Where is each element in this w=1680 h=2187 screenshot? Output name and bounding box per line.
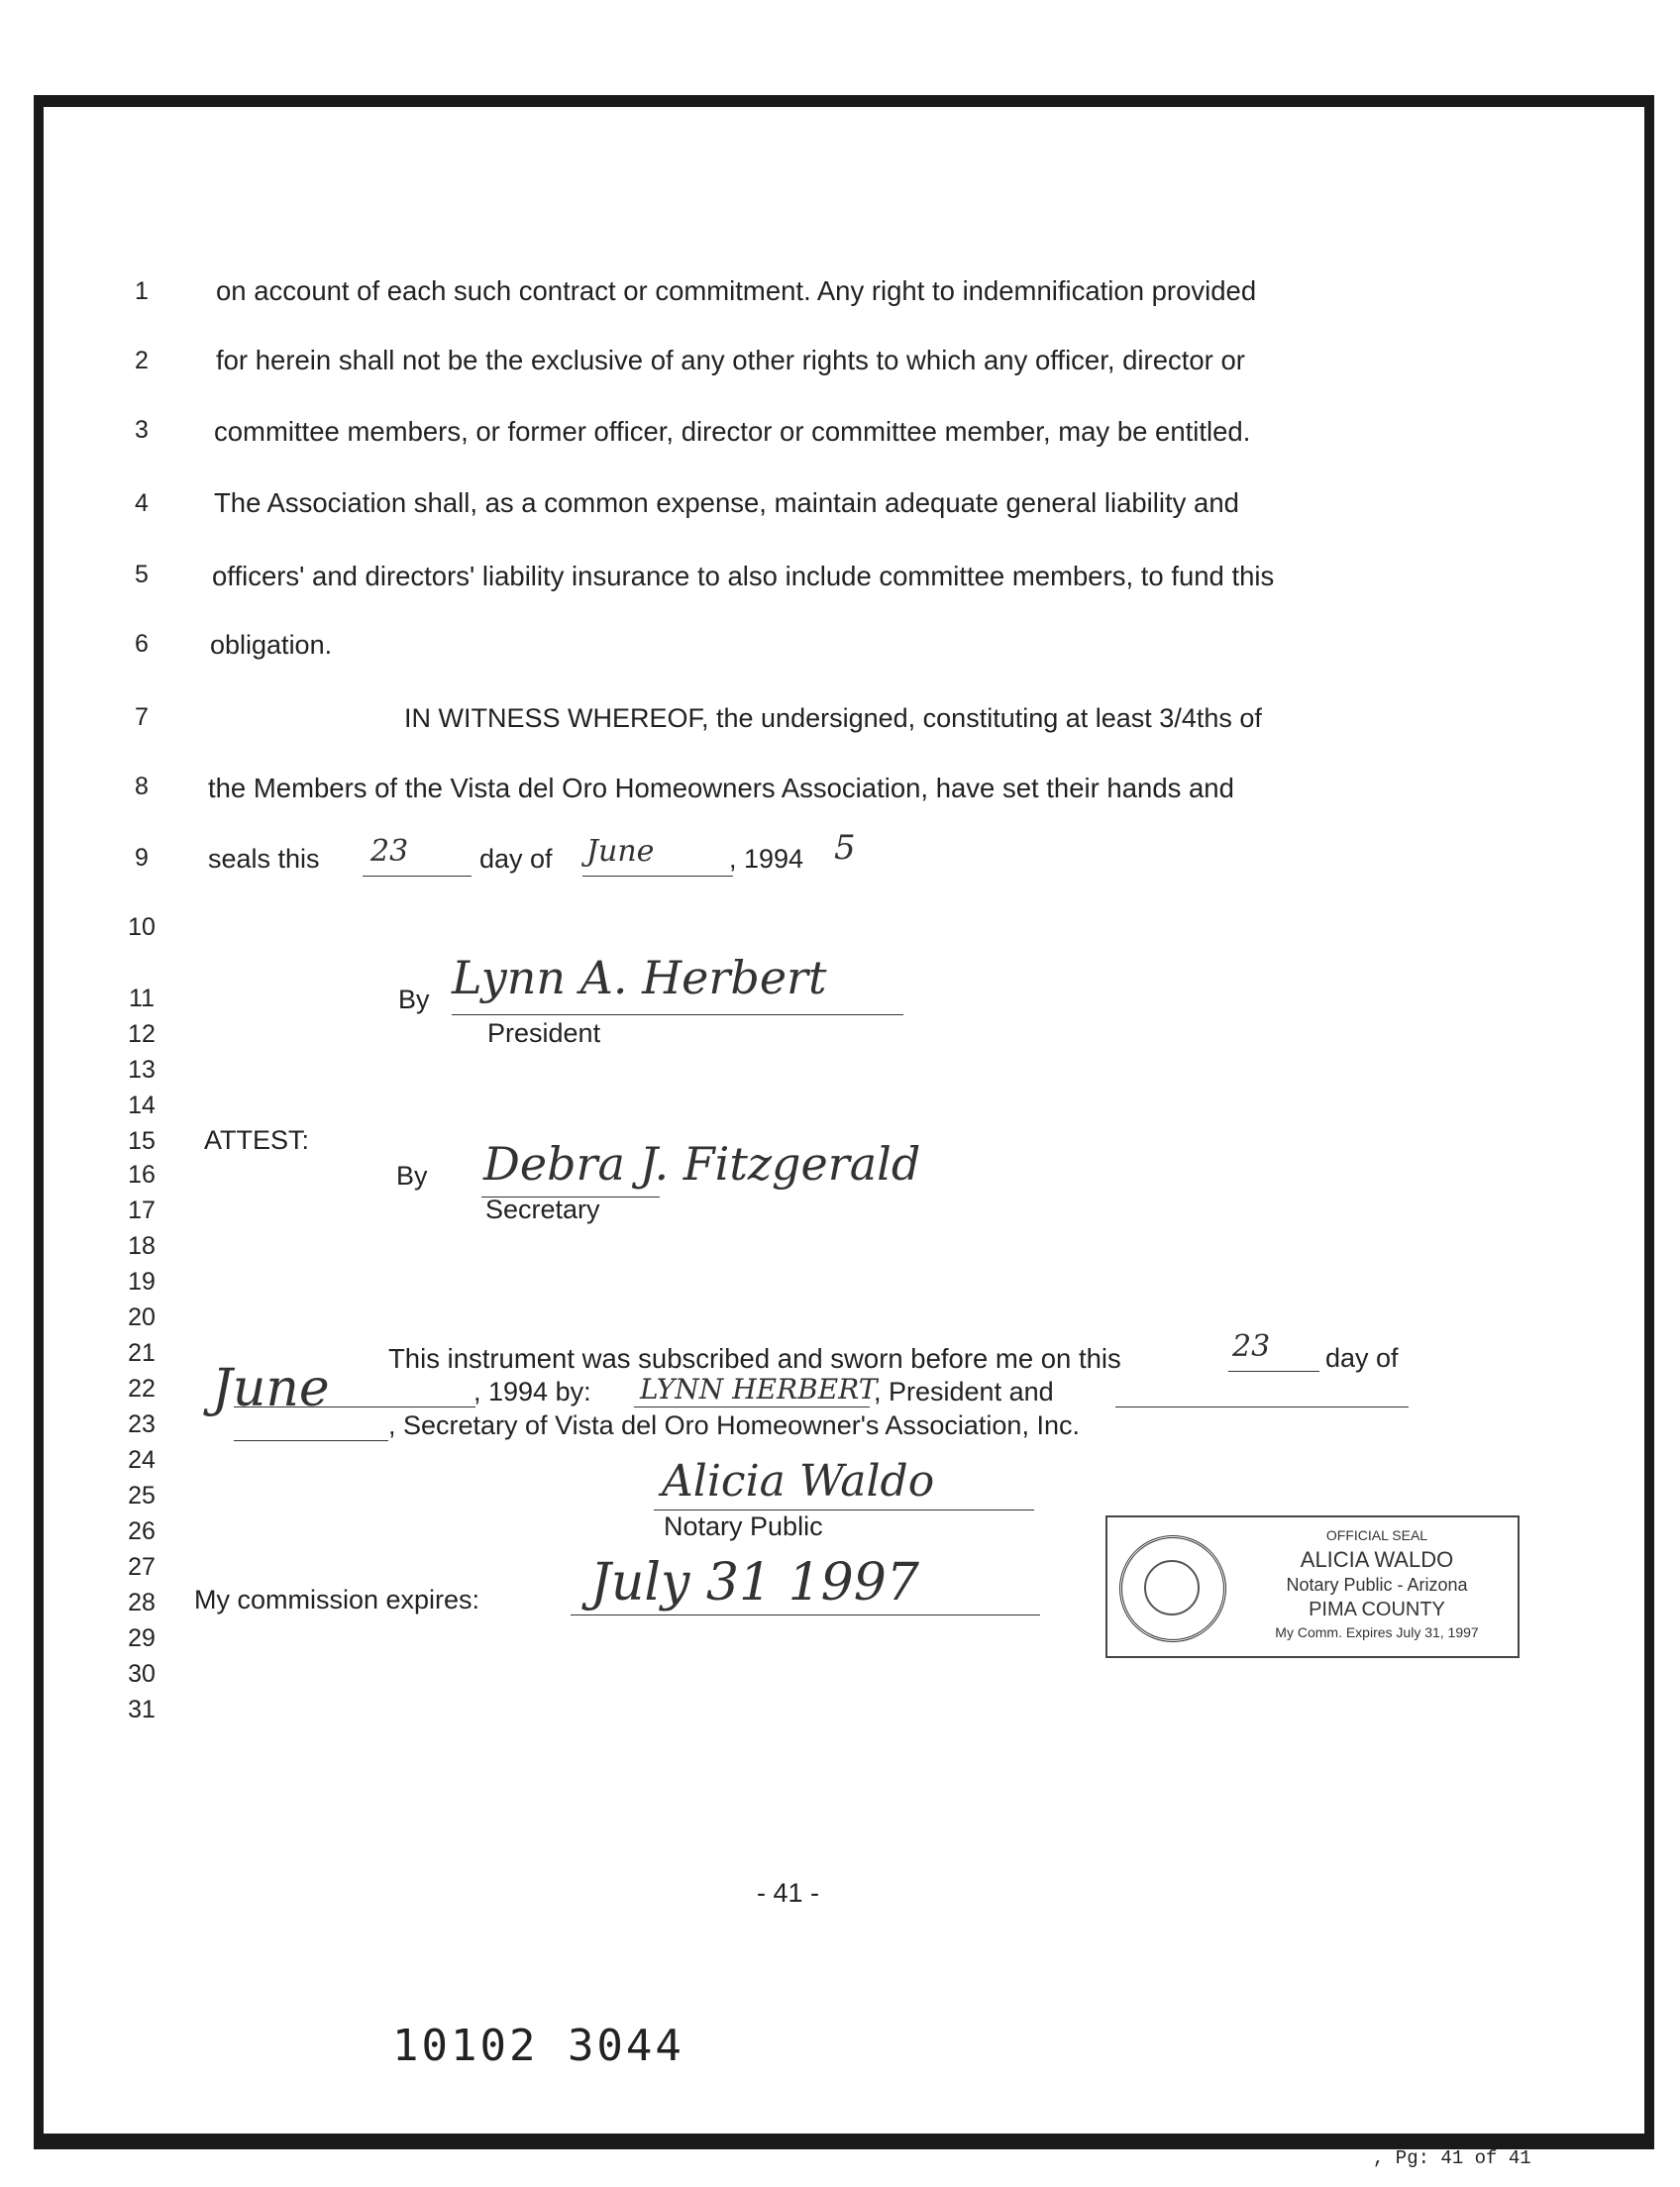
seals-month-line — [582, 876, 733, 877]
body-line-3: committee members, or former officer, director or committee member, may be entitled. — [214, 416, 1251, 447]
line-number: 26 — [128, 1517, 156, 1545]
page-number: - 41 - — [757, 1878, 820, 1908]
notary-signer-name: LYNN HERBERT — [640, 1373, 878, 1406]
commission-expires-line — [571, 1614, 1040, 1615]
record-number: 10102 3044 — [392, 2021, 684, 2071]
line-number: 14 — [128, 1092, 156, 1119]
line-number: 23 — [128, 1410, 156, 1438]
notary-day-handwritten: 23 — [1232, 1329, 1271, 1364]
notary-month-handwritten: June — [212, 1359, 330, 1418]
seals-month-handwritten: June — [586, 834, 655, 869]
notary-month-line — [234, 1406, 475, 1407]
seal-name: ALICIA WALDO — [1300, 1547, 1454, 1572]
line-number: 17 — [128, 1197, 156, 1224]
notary-president-and: , President and — [874, 1377, 1054, 1406]
notary-blank-line — [234, 1440, 388, 1441]
line-number: 15 — [128, 1127, 156, 1155]
seal-notary-line: Notary Public - Arizona — [1286, 1575, 1468, 1595]
seals-day-handwritten: 23 — [370, 834, 409, 869]
notary-day-line — [1228, 1371, 1319, 1372]
line-number: 21 — [128, 1339, 156, 1367]
line-number: 7 — [135, 703, 149, 731]
notary-line-1: This instrument was subscribed and sworn before me on this — [388, 1343, 1121, 1374]
commission-expires-date: July 31 1997 — [590, 1553, 919, 1613]
line-number: 25 — [128, 1482, 156, 1510]
witness-line-1: IN WITNESS WHEREOF, the undersigned, constituting at least 3/4ths of — [404, 703, 1262, 733]
line-number: 12 — [128, 1020, 156, 1048]
footer-page-indicator: , Pg: 41 of 41 — [1373, 2147, 1531, 2169]
line-number: 1 — [135, 277, 149, 305]
seal-title: OFFICIAL SEAL — [1325, 1527, 1428, 1543]
notary-public-signature: Alicia Waldo — [662, 1456, 935, 1507]
notary-secretary-name-line — [1115, 1406, 1409, 1407]
page-border — [34, 95, 1654, 2149]
president-signature-line — [452, 1014, 903, 1015]
line-number: 8 — [135, 773, 149, 800]
line-number: 16 — [128, 1161, 156, 1189]
notary-public-label: Notary Public — [664, 1511, 823, 1541]
seal-county: PIMA COUNTY — [1309, 1599, 1445, 1620]
notary-seal-emblem — [1119, 1535, 1226, 1642]
line-number: 2 — [135, 347, 149, 374]
line-number: 30 — [128, 1660, 156, 1688]
notary-signer-line — [634, 1406, 870, 1407]
official-seal-stamp — [1105, 1515, 1520, 1658]
seals-day-line — [363, 876, 472, 877]
body-line-4: The Association shall, as a common expense, maintain adequate general liability and — [214, 487, 1239, 518]
commission-expires-label: My commission expires: — [194, 1585, 480, 1614]
body-line-1: on account of each such contract or commitment. Any right to indemnification provided — [216, 275, 1257, 306]
line-number: 10 — [128, 913, 156, 941]
line-number: 24 — [128, 1446, 156, 1474]
line-number: 4 — [135, 489, 149, 517]
attest-label: ATTEST: — [204, 1125, 310, 1155]
line-number: 28 — [128, 1589, 156, 1616]
line-number: 22 — [128, 1375, 156, 1403]
line-number: 5 — [135, 561, 149, 588]
line-number: 9 — [135, 844, 149, 872]
line-number: 19 — [128, 1268, 156, 1296]
line-number: 3 — [135, 416, 149, 444]
seals-day-of-label: day of — [479, 844, 553, 874]
notary-line-3: , Secretary of Vista del Oro Homeowner's Association, Inc. — [388, 1410, 1080, 1440]
line-number: 20 — [128, 1303, 156, 1331]
notary-day-of-label: day of — [1325, 1343, 1399, 1373]
secretary-signature: Debra J. Fitzgerald — [483, 1137, 921, 1191]
notary-year: , 1994 by: — [473, 1377, 591, 1406]
secretary-title: Secretary — [485, 1195, 600, 1224]
body-line-2: for herein shall not be the exclusive of any other rights to which any officer, director or — [216, 345, 1245, 375]
body-line-5: officers' and directors' liability insurance to also include committee members, to fund this — [212, 561, 1275, 591]
line-number: 29 — [128, 1624, 156, 1652]
seals-year-correction: 5 — [834, 828, 856, 868]
line-number: 6 — [135, 630, 149, 658]
witness-line-2: the Members of the Vista del Oro Homeowners Association, have set their hands and — [208, 773, 1234, 803]
president-title: President — [487, 1018, 601, 1048]
seal-expires: My Comm. Expires July 31, 1997 — [1275, 1624, 1479, 1640]
line-number: 18 — [128, 1232, 156, 1260]
president-by-label: By — [398, 985, 430, 1014]
seals-year: , 1994 — [729, 844, 804, 874]
body-line-6: obligation. — [210, 630, 333, 660]
line-number: 13 — [128, 1056, 156, 1084]
seals-this-label: seals this — [208, 844, 320, 874]
line-number: 11 — [129, 985, 155, 1012]
line-number: 31 — [128, 1696, 156, 1723]
line-number: 27 — [128, 1553, 156, 1581]
secretary-by-label: By — [396, 1161, 428, 1191]
president-signature: Lynn A. Herbert — [452, 951, 827, 1004]
